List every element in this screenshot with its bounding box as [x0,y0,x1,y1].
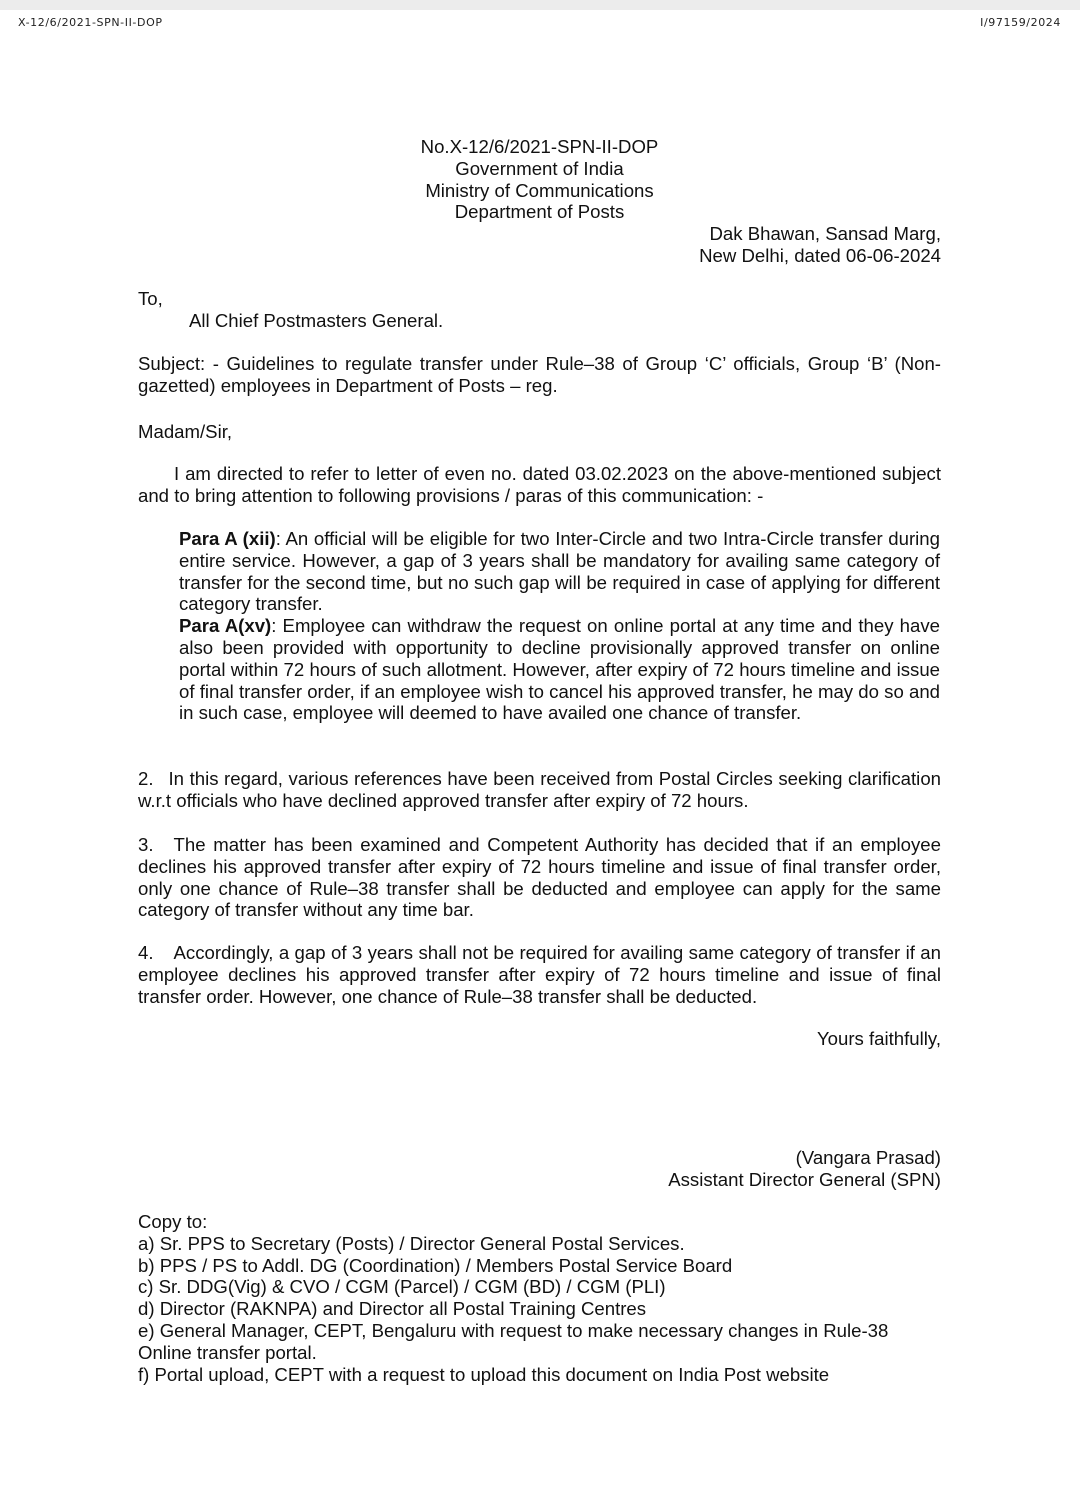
closing: Yours faithfully, [816,1028,941,1049]
paragraph-2 [138,768,941,812]
addressee [138,288,941,332]
subject: Subject: - Guidelines to regulate transfer under Rule–38 of Group ‘C’ officials, Group ‘B’ (Non-gazetted) employees in Department of Posts – reg. [138,353,941,396]
copy-to-item: e) General Manager, CEPT, Bengaluru with request to make necessary changes in Rule-38 Online transfer portal. [138,1319,889,1363]
quoted-para-text: : Employee can withdraw the request on online portal at any time and they have also been provided with opportunity to decline provisionally approved transfer on online portal within 72 hours of such allotment. However, after expiry of 72 hours timeline and issue of final transfer order, if an employee wish to cancel his approved transfer, he may do so and in such case, employee will deemed to have availed one chance of transfer. [179,615,940,724]
paragraph-text: Accordingly, a gap of 3 years shall not be required for availing same category of transfer if an employee declines his approved transfer after expiry of 72 hours timeline and issue of final transfer order. However, one chance of Rule–38 transfer shall be deducted. [138,942,941,1007]
copy-to-item: d) Director (RAKNPA) and Director all Postal Training Centres [138,1298,647,1320]
copy-to-item: a) Sr. PPS to Secretary (Posts) / Director General Postal Services. [138,1232,685,1254]
copy-to-item: b) PPS / PS to Addl. DG (Coordination) / Members Postal Service Board [138,1254,733,1276]
department-name: Department of Posts [454,201,625,223]
signatory-name: (Vangara Prasad) [795,1147,941,1168]
quoted-para-label: Para A (xii) [179,528,276,549]
file-number: No.X-12/6/2021-SPN-II-DOP [420,136,659,157]
paragraph-text: The matter has been examined and Competent Authority has decided that if an employee declines his approved transfer after expiry of 72 hours timeline and issue of final transfer order, only one chance of Rule–38 transfer shall be deducted and employee can apply for the same category of transfer without any time bar. [138,834,941,921]
quoted-para-xii [179,528,940,615]
quoted-para-xv [179,615,940,724]
letterhead [138,136,941,223]
copy-to [138,1211,941,1385]
copy-to-item: c) Sr. DDG(Vig) & CVO / CGM (Parcel) / CGM (BD) / CGM (PLI) [138,1276,666,1298]
header-file-ref: X-12/6/2021-SPN-II-DOP [18,16,163,29]
office-address: Dak Bhawan, Sansad Marg, [709,223,941,244]
intro-paragraph: I am directed to refer to letter of even no. dated 03.02.2023 on the above-mentioned subject and to bring attention to following provisions / paras of this communication: - [138,463,941,506]
paragraph-number: 3. [138,834,154,855]
signatory-designation: Assistant Director General (SPN) [668,1168,941,1190]
paragraph-3 [138,834,941,921]
ministry-name: Ministry of Communications [425,179,654,201]
paragraph-text: In this regard, various references have been received from Postal Circles seeking clarification w.r.t officials who have declined approved transfer after expiry of 72 hours. [138,768,941,811]
recipient: All Chief Postmasters General. [189,309,444,331]
paragraph-4 [138,942,941,1007]
quoted-para-text: : An official will be eligible for two Inter-Circle and two Intra-Circle transfer during entire service. However, a gap of 3 years shall be mandatory for availing same category of transfer for the second time, but no such gap will be required in case of applying for different category transfer. [179,528,940,615]
paragraph-number: 2. [138,768,154,789]
top-bar [0,0,1080,10]
government-name: Government of India [455,157,624,179]
signature-block [138,1147,941,1191]
copy-to-item: f) Portal upload, CEPT with a request to upload this document on India Post website [138,1363,830,1385]
header-receipt-ref: I/97159/2024 [980,16,1061,29]
paragraph-number: 4. [138,942,154,963]
to-label: To, [138,288,163,309]
place-and-date [138,223,941,267]
city-and-date: New Delhi, dated 06-06-2024 [699,244,941,266]
copy-to-heading: Copy to: [138,1211,208,1232]
quoted-para-label: Para A(xv) [179,615,272,637]
salutation: Madam/Sir, [138,421,233,442]
quoted-paras [179,528,940,724]
